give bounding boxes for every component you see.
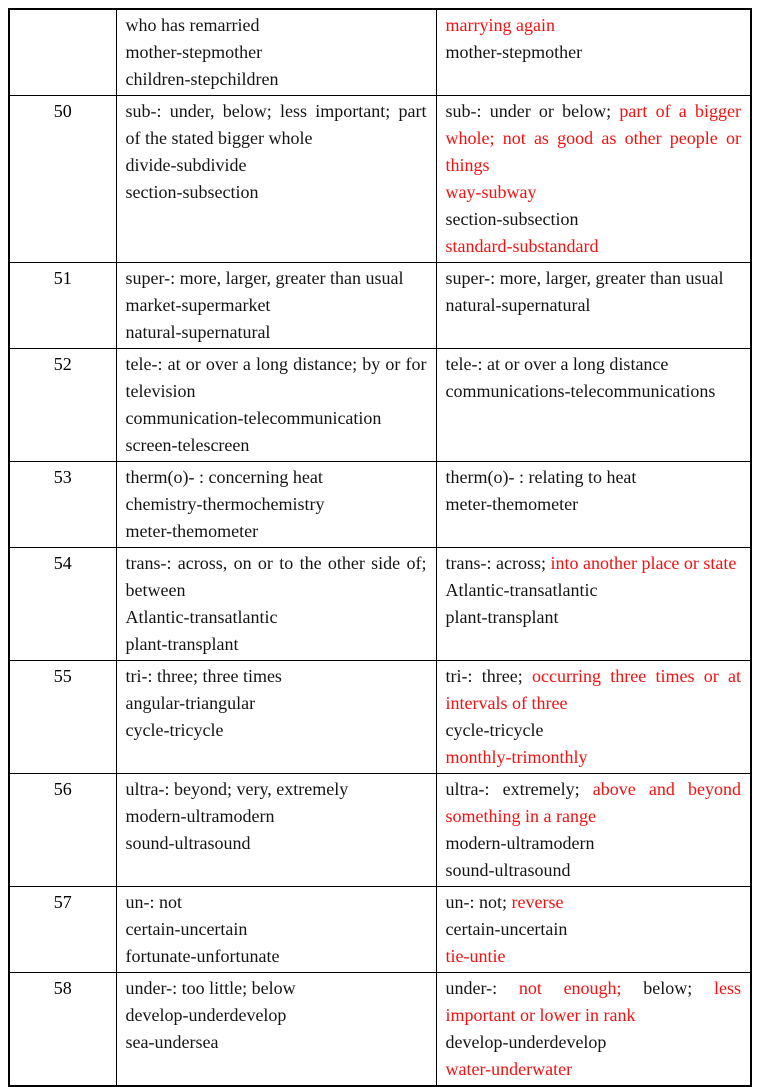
text-segment: mother-stepmother: [445, 42, 583, 62]
row-number-cell: 58: [9, 973, 116, 1087]
text-line: [126, 830, 427, 857]
original-definition-cell: [116, 887, 436, 973]
revised-definition-cell: [436, 96, 751, 263]
text-line: [126, 776, 427, 803]
text-line: [126, 265, 427, 292]
text-segment: tri-: three;: [445, 666, 532, 686]
text-segment: modern-ultramodern: [125, 806, 275, 826]
row-number-cell: 54: [9, 548, 116, 661]
text-line: [446, 889, 742, 916]
original-definition-cell: [116, 774, 436, 887]
text-segment: trans-: across, on or to the other side of; between: [125, 553, 427, 600]
text-segment: section-subsection: [125, 182, 259, 202]
text-line: [126, 690, 427, 717]
text-segment: fortunate-unfortunate: [125, 946, 280, 966]
revised-text-segment: less important or lower in rank: [445, 978, 741, 1025]
text-line: [126, 631, 427, 658]
revised-text-segment: part of a bigger whole; not as good as other people or things: [445, 101, 742, 175]
text-segment: cycle-tricycle: [125, 720, 224, 740]
text-line: [126, 975, 427, 1002]
table-row: [9, 973, 751, 1087]
text-line: [446, 12, 742, 39]
text-line: [126, 550, 427, 604]
revised-text-segment: occurring three times or at intervals of three: [445, 666, 741, 713]
text-line: [446, 491, 742, 518]
original-definition-cell: [116, 548, 436, 661]
text-line: [446, 916, 742, 943]
original-definition-cell: [116, 973, 436, 1087]
text-line: [446, 857, 742, 884]
table-row: [9, 9, 751, 96]
text-line: [446, 830, 742, 857]
text-segment: under-:: [445, 978, 519, 998]
text-segment: divide-subdivide: [125, 155, 247, 175]
revised-definition-cell: [436, 462, 751, 548]
text-line: [126, 663, 427, 690]
text-segment: communication-telecommunication: [125, 408, 382, 428]
text-segment: ultra-: extremely;: [445, 779, 593, 799]
revised-text-segment: into another place or state: [550, 553, 737, 573]
text-line: [126, 803, 427, 830]
revised-definition-cell: [436, 263, 751, 349]
text-segment: under-: too little; below: [125, 978, 296, 998]
text-line: [446, 744, 742, 771]
text-segment: cycle-tricycle: [445, 720, 544, 740]
text-line: [446, 206, 742, 233]
text-segment: section-subsection: [445, 209, 579, 229]
revised-definition-cell: [436, 887, 751, 973]
text-line: [446, 776, 742, 830]
text-line: [126, 1029, 427, 1056]
revised-text-segment: monthly-trimonthly: [445, 747, 588, 767]
text-segment: screen-telescreen: [125, 435, 250, 455]
table-row: [9, 661, 751, 774]
text-segment: chemistry-thermochemistry: [125, 494, 325, 514]
text-line: [126, 518, 427, 545]
text-segment: meter-themometer: [445, 494, 579, 514]
text-line: [126, 179, 427, 206]
revised-text-segment: not enough;: [518, 978, 644, 998]
text-segment: tele-: at or over a long distance: [445, 354, 669, 374]
text-line: [446, 233, 742, 260]
text-segment: mother-stepmother: [125, 42, 263, 62]
text-line: [126, 464, 427, 491]
text-line: [446, 378, 742, 405]
revised-text-segment: water-underwater: [445, 1059, 573, 1079]
text-line: [126, 604, 427, 631]
text-line: [126, 319, 427, 346]
text-segment: plant-transplant: [445, 607, 559, 627]
text-line: [126, 916, 427, 943]
text-line: [446, 717, 742, 744]
original-definition-cell: [116, 661, 436, 774]
revised-text-segment: marrying again: [445, 15, 555, 35]
text-segment: therm(o)- : relating to heat: [445, 467, 637, 487]
text-segment: sound-ultrasound: [125, 833, 251, 853]
text-segment: develop-underdevelop: [445, 1032, 607, 1052]
text-line: [126, 351, 427, 405]
revised-text-segment: reverse: [511, 892, 564, 912]
table-row: [9, 887, 751, 973]
text-line: [446, 1056, 742, 1083]
row-number-cell: 50: [9, 96, 116, 263]
text-segment: develop-underdevelop: [125, 1005, 287, 1025]
text-segment: un-: not;: [445, 892, 512, 912]
original-definition-cell: [116, 349, 436, 462]
revised-definition-cell: [436, 349, 751, 462]
text-line: [446, 550, 742, 577]
revised-definition-cell: [436, 661, 751, 774]
table-row: [9, 263, 751, 349]
text-segment: super-: more, larger, greater than usual: [445, 268, 724, 288]
revised-definition-cell: [436, 548, 751, 661]
text-segment: market-supermarket: [125, 295, 271, 315]
prefix-table-body: [9, 9, 751, 1086]
text-line: [446, 577, 742, 604]
text-line: [126, 405, 427, 432]
text-line: [126, 1002, 427, 1029]
text-segment: below;: [643, 978, 714, 998]
text-segment: modern-ultramodern: [445, 833, 595, 853]
revised-text-segment: way-subway: [445, 182, 537, 202]
text-segment: angular-triangular: [125, 693, 256, 713]
text-line: [446, 292, 742, 319]
text-segment: who has remarried: [125, 15, 260, 35]
row-number-cell: 51: [9, 263, 116, 349]
text-segment: certain-uncertain: [445, 919, 568, 939]
text-segment: natural-supernatural: [125, 322, 271, 342]
row-number-cell: 56: [9, 774, 116, 887]
text-line: [126, 12, 427, 39]
text-line: [446, 351, 742, 378]
text-line: [126, 39, 427, 66]
text-line: [126, 889, 427, 916]
text-segment: sound-ultrasound: [445, 860, 571, 880]
text-line: [126, 152, 427, 179]
text-segment: tri-: three; three times: [125, 666, 282, 686]
revised-definition-cell: [436, 9, 751, 96]
revised-text-segment: above and beyond something in a range: [445, 779, 741, 826]
text-segment: Atlantic-transatlantic: [125, 607, 278, 627]
text-segment: natural-supernatural: [445, 295, 591, 315]
text-segment: sub-: under, below; less important; part of the stated bigger whole: [125, 101, 427, 148]
row-number-cell: 57: [9, 887, 116, 973]
text-segment: trans-: across;: [445, 553, 551, 573]
text-segment: plant-transplant: [125, 634, 239, 654]
text-line: [446, 179, 742, 206]
revised-text-segment: tie-untie: [445, 946, 506, 966]
text-line: [126, 943, 427, 970]
row-number-cell: 52: [9, 349, 116, 462]
table-row: [9, 96, 751, 263]
text-line: [126, 292, 427, 319]
text-line: [126, 491, 427, 518]
text-segment: therm(o)- : concerning heat: [125, 467, 323, 487]
text-line: [126, 432, 427, 459]
text-line: [446, 464, 742, 491]
original-definition-cell: [116, 9, 436, 96]
original-definition-cell: [116, 96, 436, 263]
table-row: [9, 349, 751, 462]
revised-definition-cell: [436, 973, 751, 1087]
row-number-cell: 55: [9, 661, 116, 774]
text-segment: communications-telecommunications: [445, 381, 716, 401]
table-row: [9, 462, 751, 548]
text-line: [446, 975, 742, 1029]
text-segment: tele-: at or over a long distance; by or for television: [125, 354, 427, 401]
text-line: [446, 604, 742, 631]
row-number-cell: [9, 9, 116, 96]
row-number-cell: 53: [9, 462, 116, 548]
text-line: [446, 663, 742, 717]
text-line: [446, 1029, 742, 1056]
text-segment: un-: not: [125, 892, 182, 912]
original-definition-cell: [116, 263, 436, 349]
text-segment: certain-uncertain: [125, 919, 248, 939]
text-segment: children-stepchildren: [125, 69, 279, 89]
text-line: [446, 265, 742, 292]
prefix-table: [8, 8, 752, 1087]
table-row: [9, 774, 751, 887]
text-segment: sub-: under or below;: [445, 101, 620, 121]
text-line: [446, 98, 742, 179]
text-line: [126, 66, 427, 93]
revised-definition-cell: [436, 774, 751, 887]
revised-text-segment: standard-substandard: [445, 236, 599, 256]
text-segment: super-: more, larger, greater than usual: [125, 268, 404, 288]
table-row: [9, 548, 751, 661]
original-definition-cell: [116, 462, 436, 548]
text-segment: meter-themometer: [125, 521, 259, 541]
text-segment: ultra-: beyond; very, extremely: [125, 779, 349, 799]
text-segment: sea-undersea: [125, 1032, 219, 1052]
text-line: [126, 98, 427, 152]
text-segment: Atlantic-transatlantic: [445, 580, 598, 600]
text-line: [446, 943, 742, 970]
text-line: [446, 39, 742, 66]
text-line: [126, 717, 427, 744]
